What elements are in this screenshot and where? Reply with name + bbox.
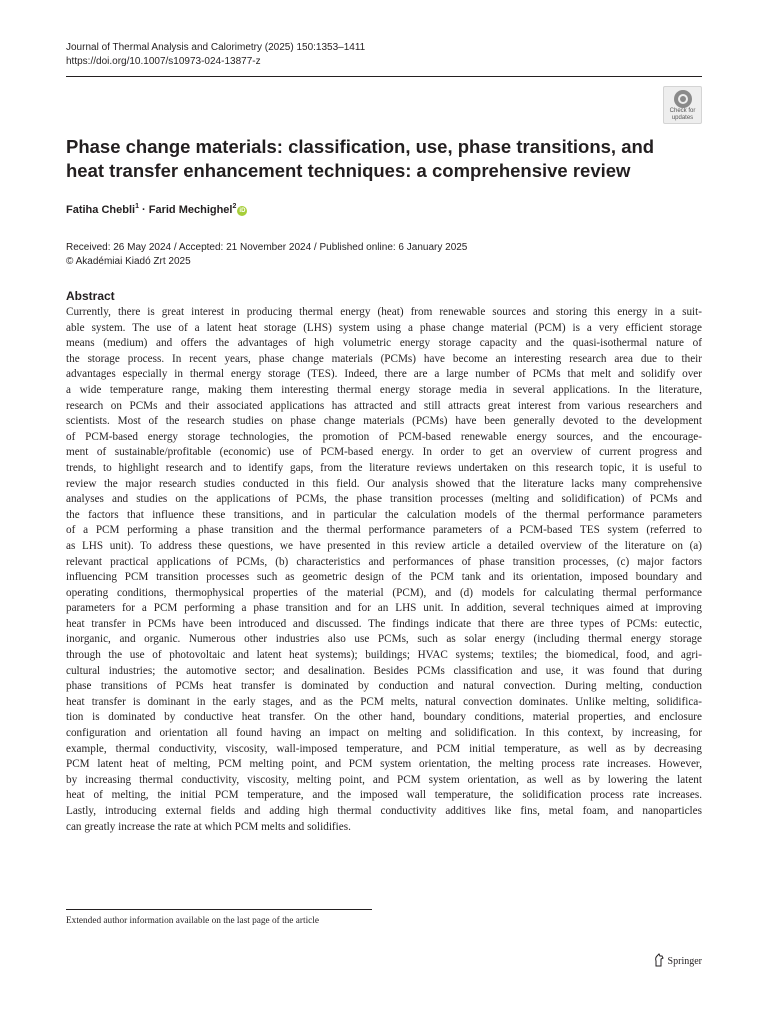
author-list (66, 203, 247, 217)
abstract-line: parameters for a PCM performing a phase transition and for an LHS unit. In addition, several techniques aimed at improving (66, 602, 702, 615)
author-name[interactable]: Fatiha Chebli (66, 204, 136, 216)
check-for-updates-badge[interactable] (663, 86, 702, 124)
footnote-rule (66, 909, 372, 910)
journal-header (66, 41, 365, 69)
abstract-line: research on PCMs and their associated applications has attracted and still attracts great interest from various researchers and (66, 399, 702, 412)
orcid-icon[interactable]: iD (239, 208, 246, 214)
abstract-line: of a PCM performing a phase transition and the thermal performance parameters of a PCM-based TES system (referred to (66, 524, 702, 537)
check-updates-line1: Check for (669, 108, 696, 114)
abstract-line: configuration and orientation all found having an impact on melting and solidification. In this context, by increasing, for (66, 727, 702, 740)
publisher-mark (653, 953, 702, 969)
abstract-line: example, thermal conductivity, viscosity, wall-imposed temperature, and PCM initial temperature, as well as by decreasing (66, 742, 702, 755)
author-affiliation: 2 (232, 203, 237, 210)
author-separator: · (138, 204, 149, 216)
abstract-line: able system. The use of a latent heat storage (LHS) system using a phase change material (PCM) is a very efficient storage (66, 321, 702, 334)
abstract-line: Currently, there is great interest in producing thermal energy (heat) from renewable sources and storing this energy in a suit- (66, 306, 702, 318)
author-name[interactable]: Farid Mechighel (148, 204, 233, 216)
date-history: Received: 26 May 2024 / Accepted: 21 November 2024 / Published online: 6 January 2025 (66, 242, 468, 253)
abstract-line: of PCM-based energy storage technologies, the promotion of PCM-based renewable energy sources, and the encourage- (66, 430, 702, 443)
abstract-line: advantages especially in thermal energy storage (TES). Indeed, there are a large number of PCMs that melt and solidify over (66, 368, 702, 381)
abstract-line: the storage process. In recent years, phase change materials (PCMs) have become an interesting research area due to their (66, 352, 702, 365)
abstract-body (66, 305, 702, 835)
crossmark-icon (674, 90, 692, 108)
check-updates-line2: updates (671, 115, 694, 121)
abstract-line: heat of melting, the initial PCM temperature, and the imposed wall temperature, the solidification process rate increases. (66, 789, 702, 802)
abstract-line: heat transfer is dominant in the early stages, and as the PCM melts, natural convection dominates. Unlike melting, solidifica- (66, 695, 702, 708)
publisher-name: Springer (667, 956, 702, 967)
abstract-line: a wide temperature range, making them interesting thermal energy storage media in several applications. In the literature, (66, 383, 702, 396)
copyright-line: © Akadémiai Kiadó Zrt 2025 (66, 256, 191, 267)
abstract-line: scientists. Most of the research studies on phase change materials (PCMs) have been generally devoted to the development (66, 415, 702, 428)
abstract-line: Lastly, introducing external fields and adding high thermal conductivity additives like fins, metal foam, and nanoparticles (66, 805, 702, 817)
abstract-line: heat transfer in PCMs have been introduced and discussed. The findings indicate that there are three types of PCMs: eutectic, (66, 617, 702, 630)
doi-link[interactable]: https://doi.org/10.1007/s10973-024-13877-z (66, 56, 261, 67)
abstract-line: the factors that influence these transitions, and in particular the calculation models of the thermal performance parameters (66, 508, 702, 521)
abstract-line: influencing PCM transition processes such as geometric design of the PCM tank and its orientation, imposed boundary and (66, 571, 702, 584)
abstract-line: ment of sustainable/profitable (economic) use of PCM-based energy. In order to get an overview of current progress and (66, 446, 702, 459)
footnote: Extended author information available on the last page of the article (66, 916, 319, 926)
article-title: Phase change materials: classification, use, phase transitions, and heat transfer enhancement techniques: a comprehensive review (66, 136, 655, 181)
abstract-line: means (medium) and offers the advantages of high volumetric energy storage capacity and the quasi-isothermal nature of (66, 337, 702, 350)
abstract-line: through the use of photovoltaic and latent heat systems); buildings; HVAC systems; textiles; the biomedical, food, and agri- (66, 649, 702, 662)
publication-dates (66, 241, 467, 269)
abstract-line: cultural industries; the automotive sector; and desalination. Besides PCMs classification and use, it was found that during (66, 664, 702, 677)
abstract-line: inorganic, and organic. Numerous other industries also use PCMs, such as solar energy (including thermal energy storage (66, 633, 702, 646)
author-affiliation: 1 (135, 203, 139, 210)
abstract-line: phase transitions of PCMs heat transfer is dominated by conduction and natural convection. During melting, conduction (66, 680, 702, 693)
springer-horse-icon (653, 953, 665, 967)
abstract-line: relevant practical applications of PCMs, (b) characteristics and performances of phase transition processes, (c) major factors (66, 555, 702, 568)
abstract-line: by increasing thermal conductivity, viscosity, melting point, and PCM system orientation, as well as by lowering the latent (66, 773, 702, 786)
abstract-line: as LHS unit). To address these questions, we have presented in this review article a detailed overview of the literature on (a) (66, 539, 702, 552)
journal-citation: Journal of Thermal Analysis and Calorimetry (2025) 150:1353–1411 (66, 42, 366, 53)
abstract-line: analyses and studies on the applications of PCMs, the phase transition processes (melting and solidification) of PCMs and (66, 493, 702, 506)
abstract-heading: Abstract (66, 289, 115, 303)
abstract-line: PCM latent heat of melting, PCM melting point, and PCM system orientation, the melting process rate increases. However, (66, 758, 702, 771)
header-rule (66, 76, 702, 77)
abstract-line: tion is dominated by conductive heat transfer. On the other hand, boundary conditions, material properties, and enclosure (66, 711, 702, 724)
abstract-line: review the major research studies conducted in this field. Our analysis showed that the literature lacks many comprehensive (66, 477, 702, 490)
abstract-line: trends, to highlight research and to identify gaps, from the literature reviews undertaken on this research topic, it is useful to (66, 461, 702, 474)
abstract-line: can greatly increase the rate at which PCM melts and solidifies. (66, 820, 351, 833)
abstract-line: operating conditions, thermophysical properties of the material (PCM), and (d) models for calculating thermal performance (66, 586, 702, 599)
